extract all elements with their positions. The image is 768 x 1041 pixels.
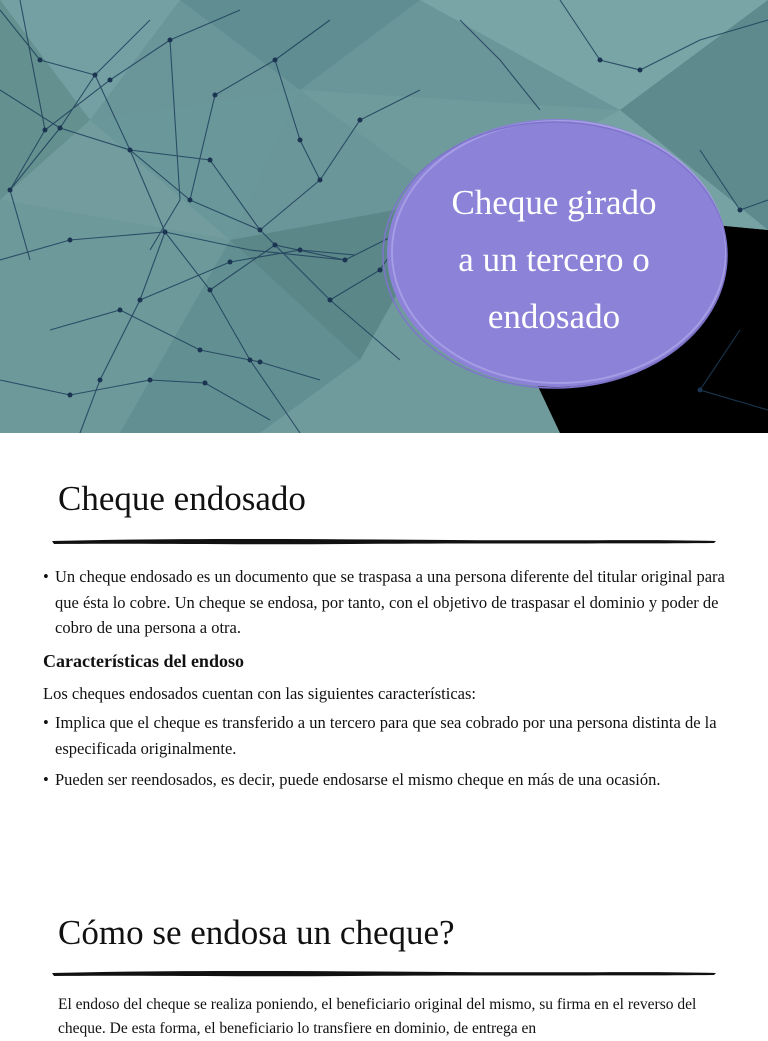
title-line-3: endosado [487, 297, 621, 336]
bullet-text: Implica que el cheque es transferido a un tercero para que sea cobrado por una persona distinta de la especificada originalmente. [55, 713, 717, 758]
section-heading: Cheque endosado [58, 479, 306, 518]
lead-text: Los cheques endosados cuentan con las siguientes características: [43, 683, 476, 703]
bullet-text: Un cheque endosado es un documento que se traspasa a una persona diferente del titular original para que ésta lo cobre. Un cheque se endosa, por tanto, con el objetivo de traspasar el dominio y poder de cobro de una persona a otra. [55, 567, 725, 637]
bullet-text: Pueden ser reendosados, es decir, puede endosarse el mismo cheque en más de una ocasión. [55, 770, 661, 789]
bullet-item [43, 767, 733, 793]
subheading: Características del endoso [43, 650, 244, 671]
title-bubble [384, 116, 730, 390]
content-slide-como-endosar [0, 853, 768, 1037]
body-paragraph: El endoso del cheque se realiza poniendo, el beneficiario original del mismo, su firma en el reverso del cheque. De esta forma, el beneficiario lo transfiere en dominio, de entrega en [58, 996, 697, 1037]
bullet-dot: • [43, 770, 49, 789]
brush-divider [50, 535, 718, 547]
section-heading: Cómo se endosa un cheque? [58, 913, 455, 952]
content-slide-endosado [0, 433, 768, 853]
body-text [43, 564, 733, 799]
title-slide [0, 0, 768, 433]
title-line-2: a un tercero o [458, 240, 650, 279]
slide-title [404, 174, 704, 345]
bullet-dot: • [43, 713, 49, 732]
bullet-dot: • [43, 567, 49, 586]
bullet-item [43, 710, 733, 761]
title-line-1: Cheque girado [451, 183, 657, 222]
bullet-item [43, 564, 733, 641]
brush-divider [50, 967, 718, 979]
